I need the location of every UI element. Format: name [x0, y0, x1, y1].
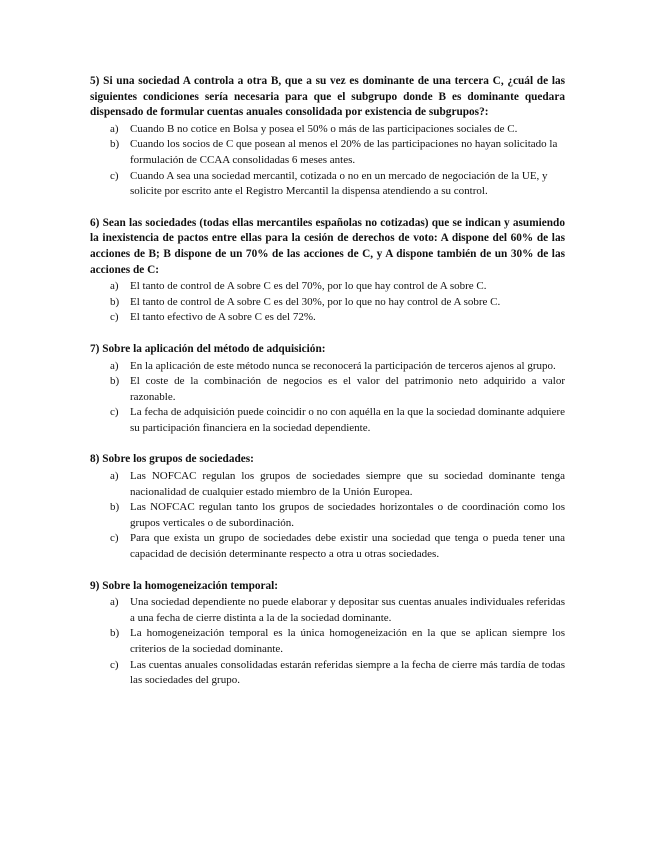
- question-number: 7): [90, 342, 100, 355]
- option-c: [90, 531, 565, 562]
- option-letter: a): [110, 359, 119, 372]
- question-title: [90, 452, 565, 468]
- question-number: 5): [90, 75, 100, 87]
- option-text: Las cuentas anuales consolidadas estarán referidas siempre a la fecha de cierre más tardía de todas las sociedades del grupo.: [130, 658, 565, 687]
- option-b: [90, 295, 565, 311]
- question-text: Sobre la homogeneización temporal:: [102, 579, 279, 592]
- document-page: [90, 74, 565, 705]
- question-number: 9): [90, 579, 100, 592]
- option-letter: b): [110, 375, 120, 388]
- option-c: [90, 658, 565, 689]
- option-letter: b): [110, 295, 120, 308]
- option-letter: a): [110, 470, 119, 483]
- option-text: Cuando B no cotice en Bolsa y posea el 50% o más de las participaciones sociales de C.: [130, 122, 518, 135]
- question-title: [90, 342, 565, 358]
- options-list: [90, 359, 565, 437]
- option-text: Una sociedad dependiente no puede elaborar y depositar sus cuentas anuales individuales referidas a una fecha de cierre distinta a la de la sociedad dominante.: [130, 596, 565, 624]
- option-letter: a): [110, 122, 119, 135]
- question-text: Si una sociedad A controla a otra B, que a su vez es dominante de una tercera C, ¿cuál de las siguientes condiciones sería necesaria para que el subgrupo donde B es dominante quedara dispensado de formular cuentas anuales consolidada por existencia de subgrupos?:: [90, 75, 566, 119]
- option-letter: b): [110, 627, 120, 640]
- option-text: Cuando A sea una sociedad mercantil, cotizada o no en un mercado de negociación de la UE, y solicite por escrito ante el Registro Mercantil la dispensa atendiendo a su control.: [130, 169, 548, 198]
- option-text: Para que exista un grupo de sociedades debe existir una sociedad que tenga o pueda tener una capacidad de decisión determinante respecto a otra u otras sociedades.: [130, 532, 565, 561]
- option-b: [90, 500, 565, 531]
- option-c: [90, 405, 565, 436]
- options-list: [90, 279, 565, 326]
- option-text: Las NOFCAC regulan tanto los grupos de sociedades horizontales o de coordinación como los grupos verticales o de subordinación.: [130, 501, 565, 529]
- option-letter: c): [110, 658, 119, 671]
- option-letter: c): [110, 169, 119, 182]
- option-b: [90, 137, 565, 168]
- option-letter: b): [110, 501, 120, 514]
- option-text: En la aplicación de este método nunca se reconocerá la participación de terceros ajenos al grupo.: [130, 359, 556, 372]
- question-number: 8): [90, 453, 100, 466]
- option-a: [90, 359, 565, 375]
- option-c: [90, 169, 565, 200]
- options-list: [90, 469, 565, 563]
- option-letter: a): [110, 280, 119, 293]
- question-text: Sobre los grupos de sociedades:: [102, 453, 254, 466]
- option-c: [90, 310, 565, 326]
- option-a: [90, 279, 565, 295]
- option-letter: a): [110, 596, 119, 609]
- option-text: El coste de la combinación de negocios es el valor del patrimonio neto adquirido a valor razonable.: [130, 375, 565, 403]
- options-list: [90, 122, 565, 200]
- option-b: [90, 626, 565, 657]
- question-title: [90, 579, 565, 595]
- question-7: [90, 342, 565, 437]
- question-number: 6): [90, 216, 100, 229]
- option-text: El tanto de control de A sobre C es del 30%, por lo que no hay control de A sobre C.: [130, 295, 501, 308]
- option-b: [90, 374, 565, 405]
- question-title: [90, 216, 565, 278]
- option-letter: c): [110, 311, 119, 324]
- question-6: [90, 216, 565, 326]
- option-text: La homogeneización temporal es la única homogeneización en la que se aplican siempre los criterios de la sociedad dominante.: [130, 627, 565, 655]
- option-text: Las NOFCAC regulan los grupos de sociedades siempre que su sociedad dominante tenga nacionalidad de cualquier estado miembro de la Unión Europea.: [130, 470, 565, 498]
- option-letter: c): [110, 406, 119, 419]
- question-8: [90, 452, 565, 562]
- option-letter: c): [110, 532, 119, 545]
- question-5: [90, 74, 565, 200]
- option-text: Cuando los socios de C que posean al menos el 20% de las participaciones no hayan solicitado la formulación de CCAA consolidadas 6 meses antes.: [130, 138, 558, 166]
- option-text: El tanto efectivo de A sobre C es del 72%.: [130, 311, 316, 324]
- question-title: [90, 74, 565, 121]
- option-a: [90, 122, 565, 138]
- question-text: Sobre la aplicación del método de adquisición:: [102, 342, 326, 355]
- option-letter: b): [110, 138, 120, 151]
- options-list: [90, 595, 565, 689]
- option-a: [90, 469, 565, 500]
- question-9: [90, 579, 565, 689]
- option-text: El tanto de control de A sobre C es del 70%, por lo que hay control de A sobre C.: [130, 280, 487, 293]
- option-text: La fecha de adquisición puede coincidir o no con aquélla en la que la sociedad dominante adquiere su participación financiera en la sociedad dependiente.: [130, 406, 565, 434]
- option-a: [90, 595, 565, 626]
- question-text: Sean las sociedades (todas ellas mercantiles españolas no cotizadas) que se indican y asumiendo la inexistencia de pactos entre ellas para la cesión de derechos de voto: A dispone del 60% de las acciones de B; B dispone de un 70% de las acciones de C, y A dispone también de un 30% de las acciones de C:: [90, 216, 565, 276]
